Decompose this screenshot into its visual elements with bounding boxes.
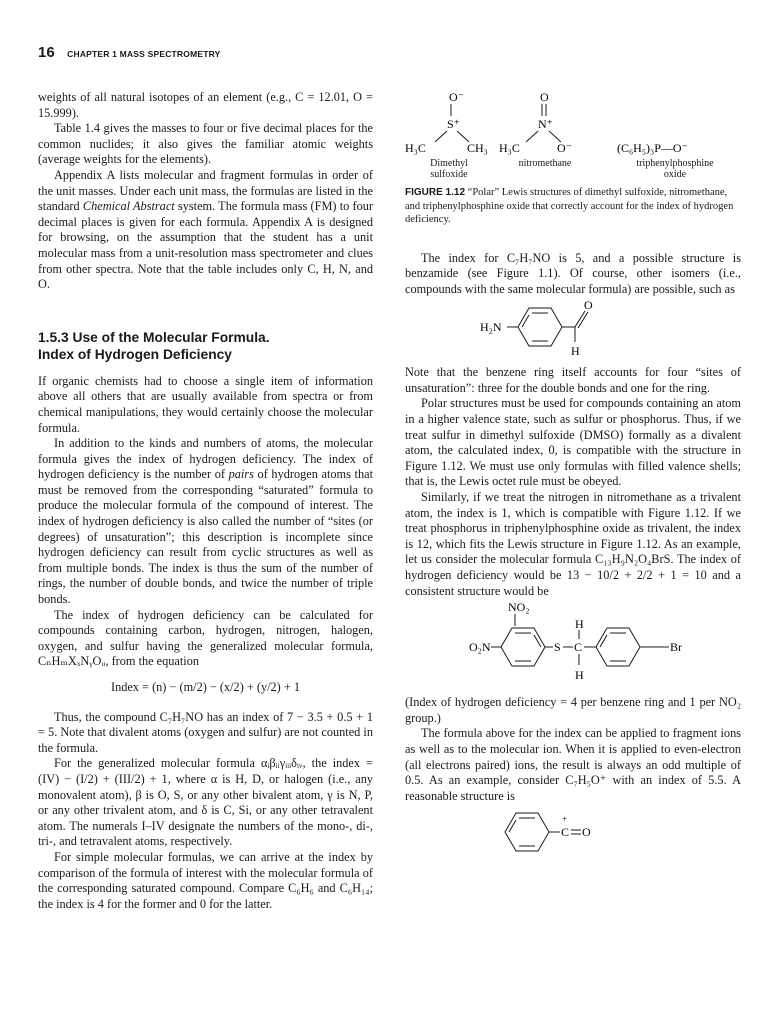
aminobenzaldehyde-svg [405,297,741,359]
aminobenzaldehyde-structure [405,297,741,359]
dmso-sulfur: S⁺ [447,117,461,131]
paragraph-appendix [38,168,373,293]
bromine: Br [670,640,682,655]
pairs-italic: pairs [228,467,254,482]
nitro-methyl: H₃C [499,141,520,155]
dmso-label-line2: sulfoxide [430,169,468,180]
paragraph-table: Table 1.4 gives the masses to four or five decimal places for the common nuclides; it also gives the familiar atomic weights (average weights for the elements). [38,121,373,167]
aminobenzaldehyde-ring [518,308,562,346]
benzoyl-cation-svg [405,804,741,854]
nitrophenyl-sulfide-structure [405,599,741,695]
nitrophenyl-sulfide-svg [405,599,741,695]
left-column [38,90,373,912]
phosphine-oxide-formula: (C₆H₅)₃P—O⁻ [617,141,688,155]
nitromethane-label: nitromethane [518,158,572,169]
phosphine-label-line1: triphenylphosphine [636,158,714,169]
paragraph-calc: The index of hydrogen deficiency can be calculated for compounds containing carbon, hydrogen, nitrogen, halogen, oxygen, and sulfur having the generalized molecular formula, CₙHₘXₓNᵧOᵤ, from the equation [38,607,373,669]
paragraph-kinds-b: of hydrogen atoms that must be removed from the corresponding “saturated” formula to produce the molecular formula of the compound of interest. The index of hydrogen deficiency is also called the number of “sites (or degrees) of unsaturation”; this description is incomplete since hydrogen deficiency can result from cyclic structures as well as from multiple bonds. The index is thus the sum of the number of rings, the number of double bonds, and twice the number of triple bonds. [38,467,373,607]
methylene-h-top: H [575,617,584,632]
figure-caption-label: FIGURE 1.12 [405,187,466,198]
paragraph-appendix-a: Appendix A lists molecular and fragment formulas in order of the unit masses. Under each unit mass, the formulas are listed in the standard [38,167,373,214]
paragraph-kinds-a: In addition to the kinds and numbers of atoms, the molecular formula gives the index of hydrogen deficiency. The index of hydrogen deficiency is the number of [38,436,373,482]
benzoyl-double-bond-c [509,820,516,832]
paragraph-formula: The formula above for the index can be applied to fragment ions as well as to the molecular ion. When it is applied to even-electron (all electrons paired) ions, the result is always an odd multiple of 0.5. As an example, consider C₇H₅O⁺ with an index of 5.5. A reasonable structure is [405,726,741,803]
ring2-double-bond-c [600,635,607,647]
sulfide-sulfur: S [554,640,561,655]
dmso-label [419,158,479,180]
benzoyl-charge: + [562,814,568,825]
dmso-methyl-right: CH₃ [467,141,488,155]
paragraph-kinds [38,436,373,608]
section-heading-line2: Index of Hydrogen Deficiency [38,346,232,362]
nitrophenyl-ring [501,628,545,666]
chemical-abstract-italic: Chemical Abstract [82,199,175,214]
aldehyde-hydrogen: H [571,344,580,359]
paragraph-parens: (Index of hydrogen deficiency = 4 per benzene ring and 1 per NO₂ group.) [405,695,741,725]
paragraph-general: For the generalized molecular formula αᵢβᵢᵢγᵢᵢᵢδᵢᵥ, the index = (IV) − (I/2) + (III/2) + 1, where α is H, D, or halogen (i.e., any monovalent atom), β is O, S, or any other bivalent atom, γ is N, P, or any other trivalent atom, and δ is C, Si, or any other tetravalent atom. The numerals I–IV designate the numbers of the mono-, di-, tri-, and tetravalent atoms, respectively. [38,756,373,849]
ring1-double-bond-c [534,635,541,647]
paragraph-similarly: Similarly, if we treat the nitrogen in nitromethane as a trivalent atom, the index is 1, which is compatible with Figure 1.12. If we treat phosphorus in triphenylphosphine oxide as trivalent, the index is 12, which fits the Lewis structure in Figure 1.12. As an example, let us consider the molecular formula C₁₃H₉N₂O₄BrS. The index of hydrogen deficiency would be 13 − 10/2 + 2/2 + 1 = 10 and a consistent structure would be [405,490,741,598]
paragraph-thus: Thus, the compound C₇H₇NO has an index of 7 − 3.5 + 0.5 + 1 = 5. Note that divalent atoms (oxygen and sulfur) are not counted in the formula. [38,709,373,755]
aldehyde-oxygen: O [584,298,593,313]
paragraph-simple: For simple molecular formulas, we can arrive at the index by comparison of the formula of interest with the molecular formula of the corresponding saturated compound. Compare C₆H₆ and C₆H₁₄; the index is 4 for the former and 0 for the latter. [38,849,373,911]
chapter-title: CHAPTER 1 MASS SPECTROMETRY [67,49,221,59]
figure-caption-text: “Polar” Lewis structures of dimethyl sulfoxide, nitromethane, and triphenylphosphine oxide that correctly account for the index of hydrogen deficiency. [405,187,734,225]
paragraph-choose: If organic chemists had to choose a single item of information above all others that are usually available from spectra or from chemical manipulations, they would certainly choose the molecular formula. [38,373,373,435]
nitro-group-top: NO₂ [508,600,530,615]
amino-group: H₂N [480,320,502,335]
dmso-oxygen: O⁻ [449,90,464,104]
running-head [38,44,221,62]
dmso-methyl-left: H₃C [405,141,426,155]
methylene-h-bottom: H [575,668,584,683]
nitro-oxygen-top: O [540,90,549,104]
benzoyl-carbon: C [561,825,570,840]
nitro-group-left: O₂N [469,640,491,655]
right-column [405,90,741,854]
nitro-bond-left [526,131,538,142]
nitro-nitrogen: N⁺ [538,117,553,131]
benzoyl-oxygen: O [582,825,591,840]
benzoyl-cation-structure [405,804,741,854]
benzoyl-ring [505,813,549,851]
bromophenyl-ring [596,628,640,666]
index-equation: Index = (n) − (m/2) − (x/2) + (y/2) + 1 [110,680,301,694]
nitro-oxygen-right: O⁻ [557,141,572,155]
section-heading-line1: 1.5.3 Use of the Molecular Formula. [38,329,270,345]
figure-caption [405,186,741,227]
figure-1-12 [405,90,741,182]
section-heading [38,329,373,363]
paragraph-continued: weights of all natural isotopes of an element (e.g., C = 12.01, O = 15.999). [38,90,373,120]
dmso-bond-left [435,131,447,142]
phosphine-label-line2: oxide [663,169,687,180]
page-number: 16 [38,44,55,61]
dmso-label-line1: Dimethyl [430,158,468,169]
ring-double-bond-c [522,315,529,327]
paragraph-index5: The index for C₇H₇NO is 5, and a possible structure is benzamide (see Figure 1.1). Of course, other isomers (i.e., compounds with the same molecular formula) are possible, such as [405,250,741,296]
phosphine-oxide-label [617,158,733,180]
paragraph-appendix-b: system. The formula mass (FM) to four decimal places is given for each formula. Appendix A is designed for browsing, on the assumption that the student has a unit molecular mass from a unit-resolution mass spectrometer and clues from other spectra. Note that the table includes only C, H, N, and O. [38,199,373,292]
methylene-carbon: C [574,640,583,655]
paragraph-note: Note that the benzene ring itself accounts for four “sites of unsaturation”: three for the double bonds and one for the ring. [405,365,741,395]
paragraph-polar: Polar structures must be used for compounds containing an atom in a higher valence state, such as sulfur or phosphorus. Thus, if we treat sulfur in dimethyl sulfoxide (DMSO) formally as a divalent atom, the calculated index, 0, is compatible with the structure in Figure 1.12. We must use only formulas with filled valence shells; that is, the Lewis octet rule must be obeyed. [405,396,741,489]
